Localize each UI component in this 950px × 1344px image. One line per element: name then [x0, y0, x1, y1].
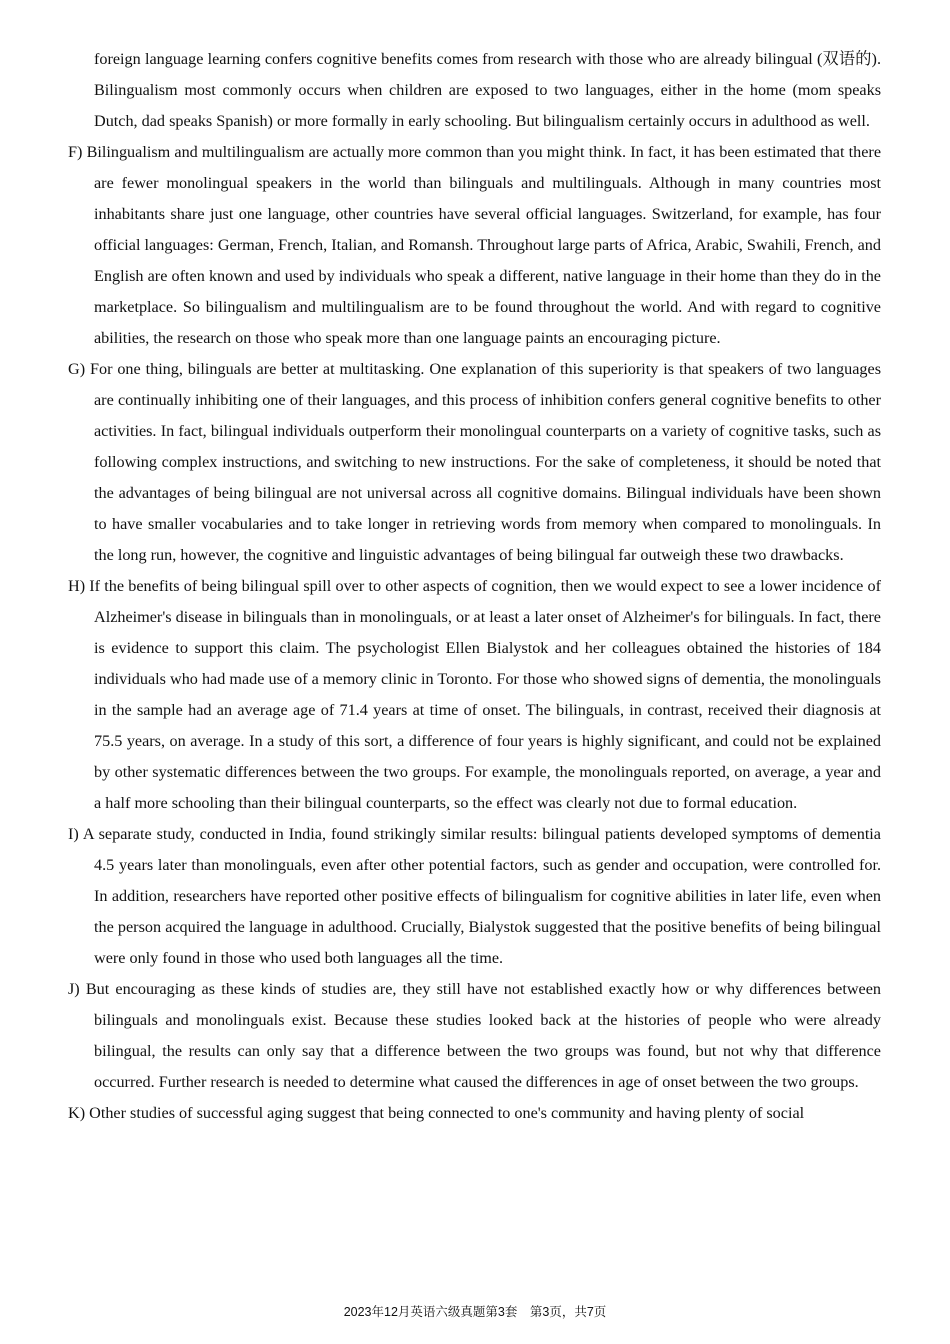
page-footer: 2023年12月英语六级真题第3套 第3页，共7页 — [343, 1305, 607, 1319]
paragraph-f: F) Bilingualism and multilingualism are actually more common than you might think. In fact, it has been estimated that there are fewer monolingual speakers in the world than bilinguals and multilinguals. Although in many countries most inhabitants share just one language, other countries have several official languages. Switzerland, for example, has four official languages: German, French, Italian, and Romansh. Throughout large parts of Africa, Arabic, Swahili, French, and English are often known and used by individuals who speak a different, native language in their home than they do in the marketplace. So bilingualism and multilingualism are to be found throughout the world. And with regard to cognitive abilities, the research on those who speak more than one language paints an encouraging picture. — [68, 143, 881, 347]
paragraph-k: K) Other studies of successful aging suggest that being connected to one's community and having plenty of social — [68, 1104, 805, 1122]
paragraph-h: H) If the benefits of being bilingual spill over to other aspects of cognition, then we would expect to see a lower incidence of Alzheimer's disease in bilinguals than in monolinguals, or at least a later onset of Alzheimer's for bilinguals. In fact, there is evidence to support this claim. The psychologist Ellen Bialystok and her colleagues obtained the histories of 184 individuals who had made use of a memory clinic in Toronto. For those who showed signs of dementia, the monolinguals in the sample had an average age of 71.4 years at time of onset. The bilinguals, in contrast, received their diagnosis at 75.5 years, on average. In a study of this sort, a difference of four years is highly significant, and could not be explained by other systematic differences between the two groups. For example, the monolinguals reported, on average, a year and a half more schooling than their bilingual counterparts, so the effect was clearly not due to formal education. — [68, 577, 881, 812]
paragraph-j: J) But encouraging as these kinds of studies are, they still have not established exactly how or why differences between bilinguals and monolinguals exist. Because these studies looked back at the histories of people who were already bilingual, the results can only say that a difference between the two groups was found, but not why that difference occurred. Further research is needed to determine what caused the differences in age of onset between the two groups. — [68, 980, 881, 1091]
document-body — [68, 44, 881, 1129]
paragraph-i: I) A separate study, conducted in India, found strikingly similar results: bilingual patients developed symptoms of dementia 4.5 years later than monolinguals, even after other potential factors, such as gender and occupation, were controlled for. In addition, researchers have reported other positive effects of bilingualism for cognitive abilities in later life, even when the person acquired the language in adulthood. Crucially, Bialystok suggested that the positive benefits of being bilingual were only found in those who used both languages all the time. — [68, 825, 881, 967]
paragraph-e-continued: foreign language learning confers cognitive benefits comes from research with those who are already bilingual (双语的). Bilingualism most commonly occurs when children are exposed to two languages, either in the home (mom speaks Dutch, dad speaks Spanish) or more formally in early schooling. But bilingualism certainly occurs in adulthood as well. — [94, 50, 881, 130]
paragraph-g: G) For one thing, bilinguals are better at multitasking. One explanation of this superiority is that speakers of two languages are continually inhibiting one of their languages, and this process of inhibition confers general cognitive benefits to other activities. In fact, bilingual individuals outperform their monolingual counterparts on a variety of cognitive tasks, such as following complex instructions, and switching to new instructions. For the sake of completeness, it should be noted that the advantages of being bilingual are not universal across all cognitive domains. Bilingual individuals have been shown to have smaller vocabularies and to take longer in retrieving words from memory when compared to monolinguals. In the long run, however, the cognitive and linguistic advantages of being bilingual far outweigh these two drawbacks. — [68, 360, 881, 564]
